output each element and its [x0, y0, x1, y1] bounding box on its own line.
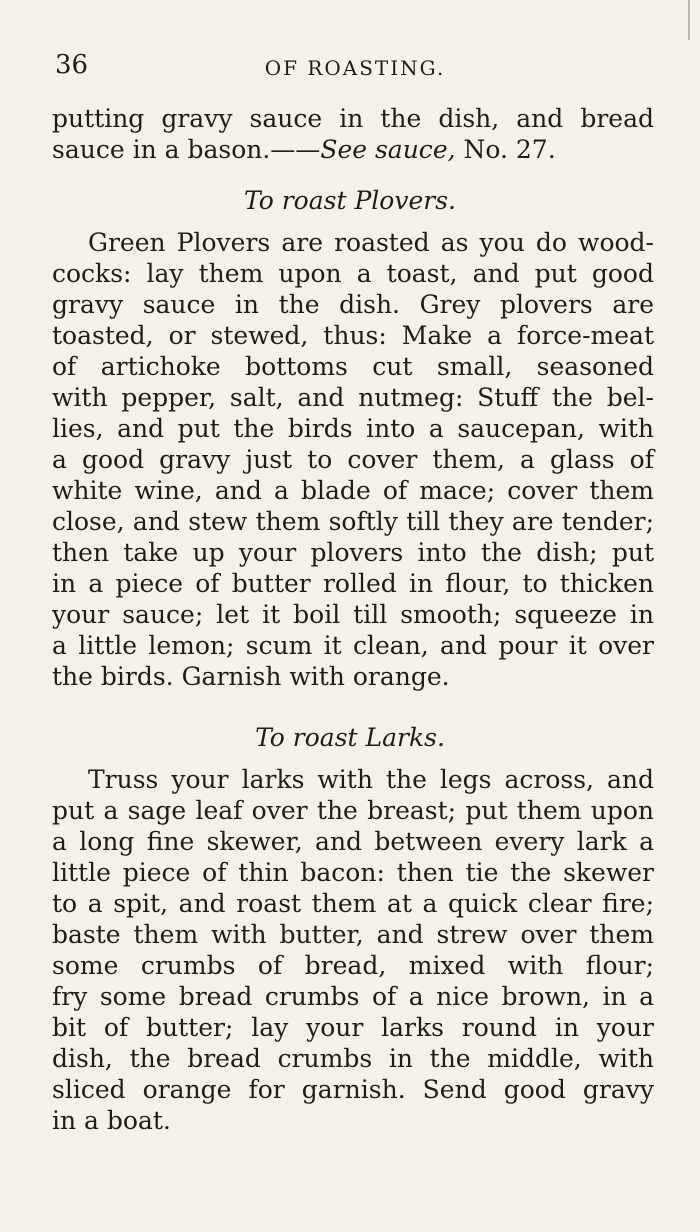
text-line: fry some bread crumbs of a nice brown, in a	[52, 982, 654, 1011]
text-line: in a boat.	[52, 1106, 171, 1135]
text-line: little piece of thin bacon: then tie the skewer	[52, 858, 654, 887]
text-line: baste them with butter, and strew over them	[52, 920, 654, 949]
text-line: white wine, and a blade of mace; cover them	[52, 476, 654, 505]
text-line: bit of butter; lay your larks round in your	[52, 1013, 654, 1042]
text-line: then take up your plovers into the dish; put	[52, 538, 654, 567]
text-line: the birds. Garnish with orange.	[52, 662, 450, 691]
intro-paragraph	[52, 103, 654, 165]
reference-number: No. 27.	[455, 135, 556, 164]
text-line: a good gravy just to cover them, a glass of	[52, 445, 654, 474]
text-line: of artichoke bottoms cut small, seasoned	[52, 352, 654, 381]
text-line: Truss your larks with the legs across, and	[88, 765, 654, 794]
paragraph-larks	[52, 764, 654, 1136]
see-sauce-reference: See sauce,	[320, 135, 456, 164]
section-heading-plovers: To roast Plovers.	[244, 186, 456, 215]
text-line: put a sage leaf over the breast; put them upon	[52, 796, 654, 825]
page-edge-mark	[688, 0, 690, 40]
text-line: cocks: lay them upon a toast, and put good	[52, 259, 654, 288]
text-fragment: sauce in a bason.——	[52, 135, 321, 164]
text-line: putting gravy sauce in the dish, and bread	[52, 104, 654, 133]
text-line: lies, and put the birds into a saucepan, with	[52, 414, 654, 443]
paragraph-plovers	[52, 227, 654, 692]
text-line: toasted, or stewed, thus: Make a force-meat	[52, 321, 654, 350]
running-title: OF ROASTING.	[264, 56, 446, 80]
page-header	[55, 50, 655, 90]
text-line: your sauce; let it boil till smooth; squeeze in	[52, 600, 654, 629]
text-line: a little lemon; scum it clean, and pour it over	[52, 631, 654, 660]
text-line: in a piece of butter rolled in flour, to thicken	[52, 569, 654, 598]
text-line: close, and stew them softly till they are tender;	[52, 507, 654, 536]
page-number: 36	[55, 50, 89, 80]
text-line: to a spit, and roast them at a quick clear fire;	[52, 889, 654, 918]
text-line: some crumbs of bread, mixed with flour;	[52, 951, 654, 980]
text-line: with pepper, salt, and nutmeg: Stuff the bel-	[52, 383, 654, 412]
text-line: a long fine skewer, and between every lark a	[52, 827, 654, 856]
section-heading-larks: To roast Larks.	[255, 723, 445, 752]
text-line: sliced orange for garnish. Send good gravy	[52, 1075, 654, 1104]
text-line: Green Plovers are roasted as you do wood-	[88, 228, 654, 257]
text-line: gravy sauce in the dish. Grey plovers are	[52, 290, 654, 319]
text-line: dish, the bread crumbs in the middle, with	[52, 1044, 654, 1073]
text-line	[52, 134, 654, 165]
